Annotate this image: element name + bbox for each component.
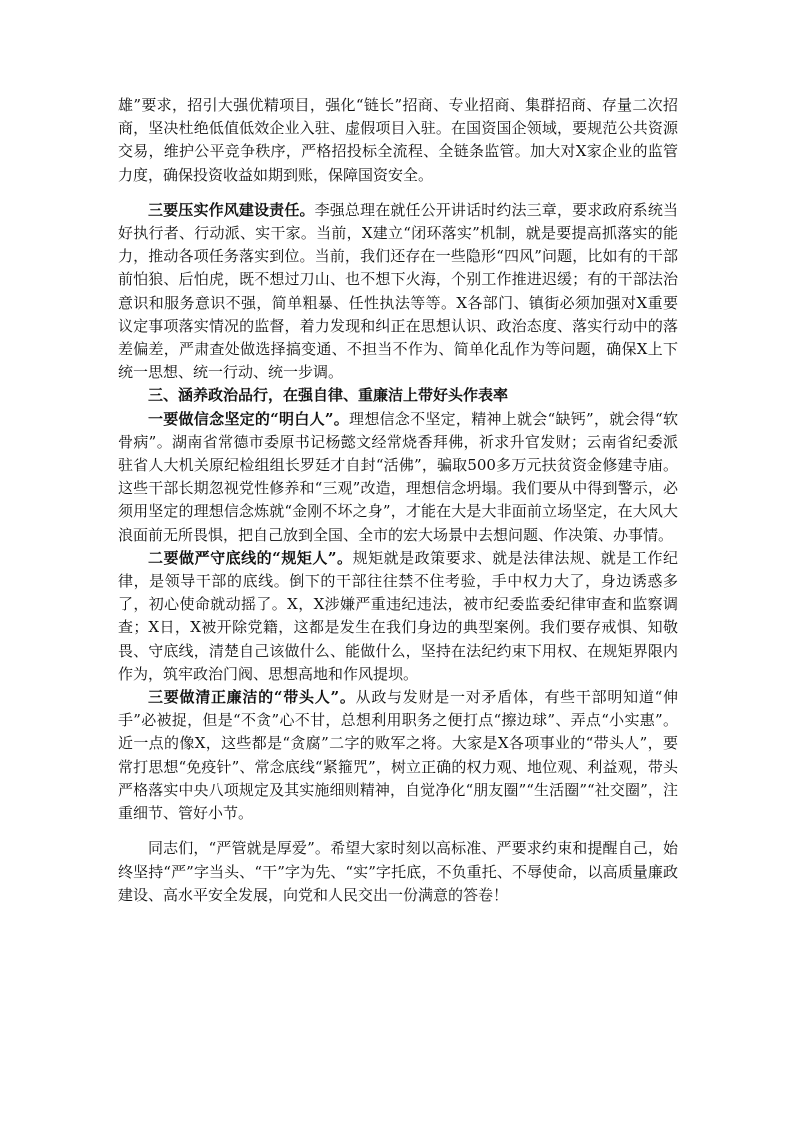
paragraph-integrity: [118, 686, 678, 825]
paragraph-body: 从政与发财是一对矛盾体，有些干部明知道“伸手”必被捉，但是“不贪”心不甘，总想利用职务之便打点“擦边球”、弄点“小实惠”。近一点的像X，这些都是“贪腐”二字的败军之将。大家是X各项事业的“带头人”，要常打思想“免疫针”、常念底线“紧箍咒”，树立正确的权力观、地位观、利益观，带头严格落实中央八项规定及其实施细则精神，自觉净化“朋友圈”“生活圈”“社交圈”，注重细节、管好小节。: [118, 688, 678, 823]
paragraph-firm-belief: [118, 408, 678, 547]
paragraph-closing: [118, 837, 678, 907]
paragraph-bottom-line: [118, 547, 678, 686]
paragraph-body: 同志们，“严管就是厚爱”。希望大家时刻以高标准、严要求约束和提醒自己，始终坚持“严”字当头、“干”字为先、“实”字托底，不负重托、不辱使命，以高质量廉政建设、高水平安全发展，向党和人民交出一份满意的答卷！: [118, 839, 678, 904]
paragraph-lead: 一要做信念坚定的“明白人”。: [148, 409, 350, 428]
paragraph-body: 规矩就是政策要求、就是法律法规、就是工作纪律，是领导干部的底线。倒下的干部往往禁不住考验，手中权力大了，身边诱惑多了，初心使命就动摇了。X，X涉嫌严重违纪违法，被市纪委监委纪律审查和监察调查；X日，X被开除党籍，这都是发生在我们身边的典型案例。我们要存戒惧、知敬畏、守底线，清楚自己该做什么、能做什么，坚持在法纪约束下用权、在规矩界限内作为，筑牢政治门阀、思想高地和作风提坝。: [118, 548, 678, 683]
paragraph-style-responsibility: [118, 199, 678, 385]
paragraph-lead: 三要做清正廉洁的“带头人”。: [148, 688, 356, 707]
section-heading: 三、涵养政治品行，在强自律、重廉洁上带好头作表率: [148, 386, 509, 405]
paragraph-body: 理想信念不坚定，精神上就会“缺钙”，就会得“软骨病”。湖南省常德市委原书记杨懿文经常烧香拜佛，祈求升官发财；云南省纪委派驻省人大机关原纪检组组长罗廷才自封“活佛”，骗取500多万元扶贫资金修建寺庙。这些干部长期忽视党性修养和“三观”改造，理想信念坍塌。我们要从中得到警示，必须用坚定的理想信念炼就“金刚不坏之身”，才能在大是大非面前立场坚定，在大风大浪面前无所畏惧，把自己放到全国、全市的宏大场景中去想问题、作决策、办事情。: [118, 409, 678, 544]
paragraph-lead: 三要压实作风建设责任。: [148, 200, 315, 219]
document-page: [118, 94, 678, 907]
paragraph-continuation: [118, 94, 678, 187]
paragraph-lead: 二要做严守底线的“规矩人”。: [148, 548, 353, 567]
paragraph-body: 雄”要求，招引大强优精项目，强化“链长”招商、专业招商、集群招商、存量二次招商，坚决杜绝低值低效企业入驻、虚假项目入驻。在国资国企领域，要规范公共资源交易，维护公平竞争秩序，严格招投标全流程、全链条监管。加大对X家企业的监管力度，确保投资收益如期到账，保障国资安全。: [118, 96, 678, 184]
paragraph-gap: [118, 825, 678, 837]
paragraph-gap: [118, 187, 678, 199]
paragraph-body: 李强总理在就任公开讲话时约法三章，要求政府系统当好执行者、行动派、实干家。当前，X建立“闭环落实”机制，就是要提高抓落实的能力，推动各项任务落实到位。当前，我们还存在一些隐形“四风”问题，比如有的干部前怕狼、后怕虎，既不想过刀山、也不想下火海，个别工作推进迟缓；有的干部法治意识和服务意识不强，简单粗暴、任性执法等等。X各部门、镇街必须加强对X重要议定事项落实情况的监督，着力发现和纠正在思想认识、政治态度、落实行动中的落差偏差，严肃查处做选择搞变通、不担当不作为、简单化乱作为等问题，确保X上下统一思想、统一行动、统一步调。: [118, 200, 678, 382]
